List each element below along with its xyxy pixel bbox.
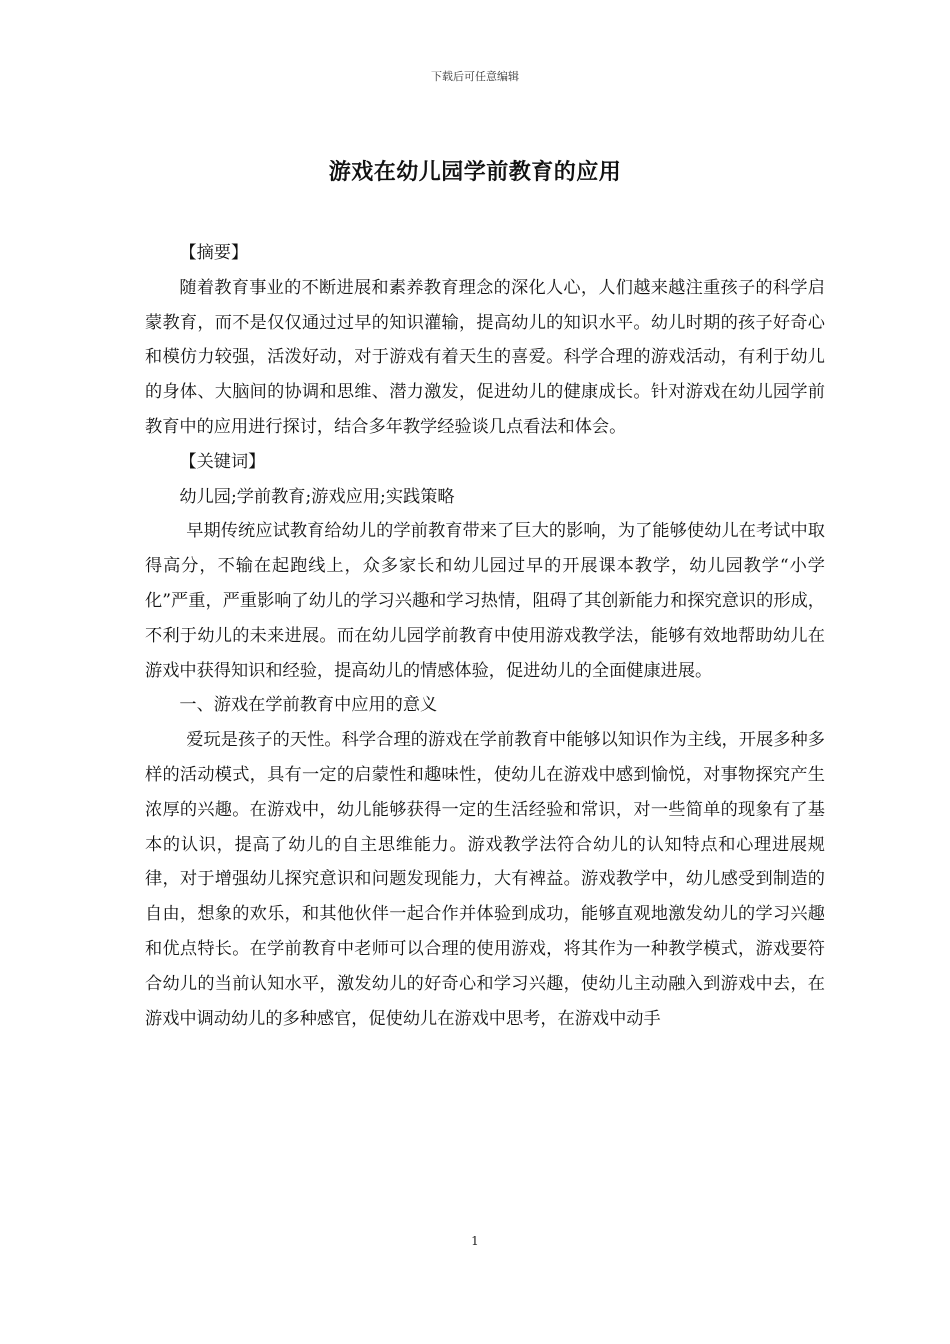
section-paragraph: 爱玩是孩子的天性。科学合理的游戏在学前教育中能够以知识作为主线，开展多种多样的活动模式，具有一定的启蒙性和趣味性，使幼儿在游戏中感到愉悦，对事物探究产生浓厚的兴趣。在游戏中，幼儿能够获得一定的生活经验和常识，对一些简单的现象有了基本的认识，提高了幼儿的自主思维能力。游戏教学法符合幼儿的认知特点和心理进展规律，对于增强幼儿探究意识和问题发现能力，大有裨益。游戏教学中，幼儿感受到制造的自由，想象的欢乐，和其他伙伴一起合作并体验到成功，能够直观地激发幼儿的学习兴趣和优点特长。在学前教育中老师可以合理的使用游戏，将其作为一种教学模式，游戏要符合幼儿的当前认知水平，激发幼儿的好奇心和学习兴趣，使幼儿主动融入到游戏中去，在游戏中调动幼儿的多种感官，促使幼儿在游戏中思考，在游戏中动手 [145,730,825,1029]
document-body [145,236,825,1036]
keywords-paragraph: 幼儿园;学前教育;游戏应用;实践策略 [179,486,455,507]
document-title: 游戏在幼儿园学前教育的应用 [328,159,622,185]
abstract-heading: 【摘要】 [179,243,249,263]
page-number: 1 [471,1234,479,1248]
keywords-heading: 【关键词】 [179,451,266,472]
abstract-paragraph: 随着教育事业的不断进展和素养教育理念的深化人心，人们越来越注重孩子的科学启蒙教育，而不是仅仅通过过早的知识灌输，提高幼儿的知识水平。幼儿时期的孩子好奇心和模仿力较强，活泼好动，对于游戏有着天生的喜爱。科学合理的游戏活动，有利于幼儿的身体、大脑间的协调和思维、潜力激发，促进幼儿的健康成长。针对游戏在幼儿园学前教育中的应用进行探讨，结合多年教学经验谈几点看法和体会。 [145,277,825,437]
section-heading: 一、游戏在学前教育中应用的意义 [179,695,438,716]
page-header-note: 下载后可任意编辑 [431,70,519,83]
intro-paragraph: 早期传统应试教育给幼儿的学前教育带来了巨大的影响，为了能够使幼儿在考试中取得高分，不输在起跑线上，众多家长和幼儿园过早的开展课本教学，幼儿园教学“小学化”严重，严重影响了幼儿的学习兴趣和学习热情，阻碍了其创新能力和探究意识的形成，不利于幼儿的未来进展。而在幼儿园学前教育中使用游戏教学法，能够有效地帮助幼儿在游戏中获得知识和经验，提高幼儿的情感体验，促进幼儿的全面健康进展。 [145,521,825,681]
